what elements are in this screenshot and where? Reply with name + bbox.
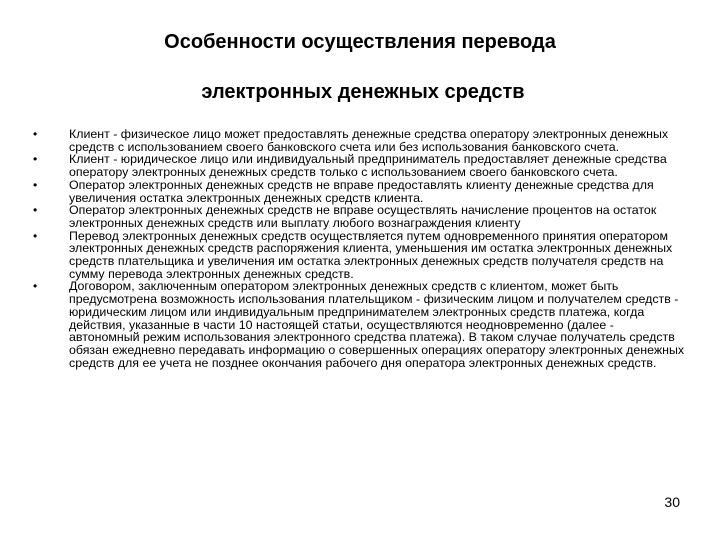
bullet-item <box>33 204 685 229</box>
bullet-text: Перевод электронных денежных средств осуществляется путем одновременного принятия оператором электронных денежных средств распоряжения клиента, уменьшения им остатка электронных денежных средств плательщика и увеличения им остатка электронных денежных средств получателя средств на сумму перевода электронных денежных средств. <box>69 228 673 281</box>
bullet-text: Договором, заключенным оператором электронных денежных средств с клиентом, может быть предусмотрена возможность использования плательщиком - физическим лицом и получателем средств - юридическим лицом или индивидуальным предпринимателем электронных средств платежа, когда действия, указанные в части 10 настоящей статьи, осуществляются неодновременно (далее - автономный режим использования электронного средства платежа). В таком случае получатель средств обязан ежедневно передавать информацию о совершенных операциях оператору электронных денежных средств для ее учета не позднее окончания рабочего дня оператора электронных денежных средств. <box>69 279 685 370</box>
bullet-item <box>33 153 685 178</box>
bullet-text: Клиент - юридическое лицо или индивидуальный предприниматель предоставляет денежные средства оператору электронных денежных средств только с использованием своего банковского счета. <box>69 152 667 180</box>
bullet-marker: • <box>33 228 38 243</box>
bullet-text: Оператор электронных денежных средств не вправе предоставлять клиенту денежные средства для увеличения остатка электронных денежных средств клиента. <box>69 177 654 205</box>
bullet-marker: • <box>33 127 38 141</box>
bullet-marker: • <box>33 203 38 218</box>
bullet-list <box>33 128 685 369</box>
bullet-marker: • <box>33 177 38 192</box>
bullet-marker: • <box>33 279 38 294</box>
bullet-item <box>33 179 685 204</box>
bullet-item <box>33 230 685 281</box>
bullet-text: Клиент - физическое лицо может предоставлять денежные средства оператору электронных денежных средств с использованием своего банковского счета или без использования банковского счета. <box>69 127 669 154</box>
page-number: 30 <box>664 494 680 510</box>
slide-title-line-1: Особенности осуществления перевода <box>164 31 556 53</box>
bullet-item <box>33 128 685 153</box>
bullet-marker: • <box>33 152 38 167</box>
slide-title-line-2: электронных денежных средств <box>201 81 525 103</box>
bullet-item <box>33 280 685 369</box>
bullet-text: Оператор электронных денежных средств не вправе осуществлять начисление процентов на остаток электронных денежных средств или выплату любого вознаграждения клиенту <box>69 203 657 230</box>
